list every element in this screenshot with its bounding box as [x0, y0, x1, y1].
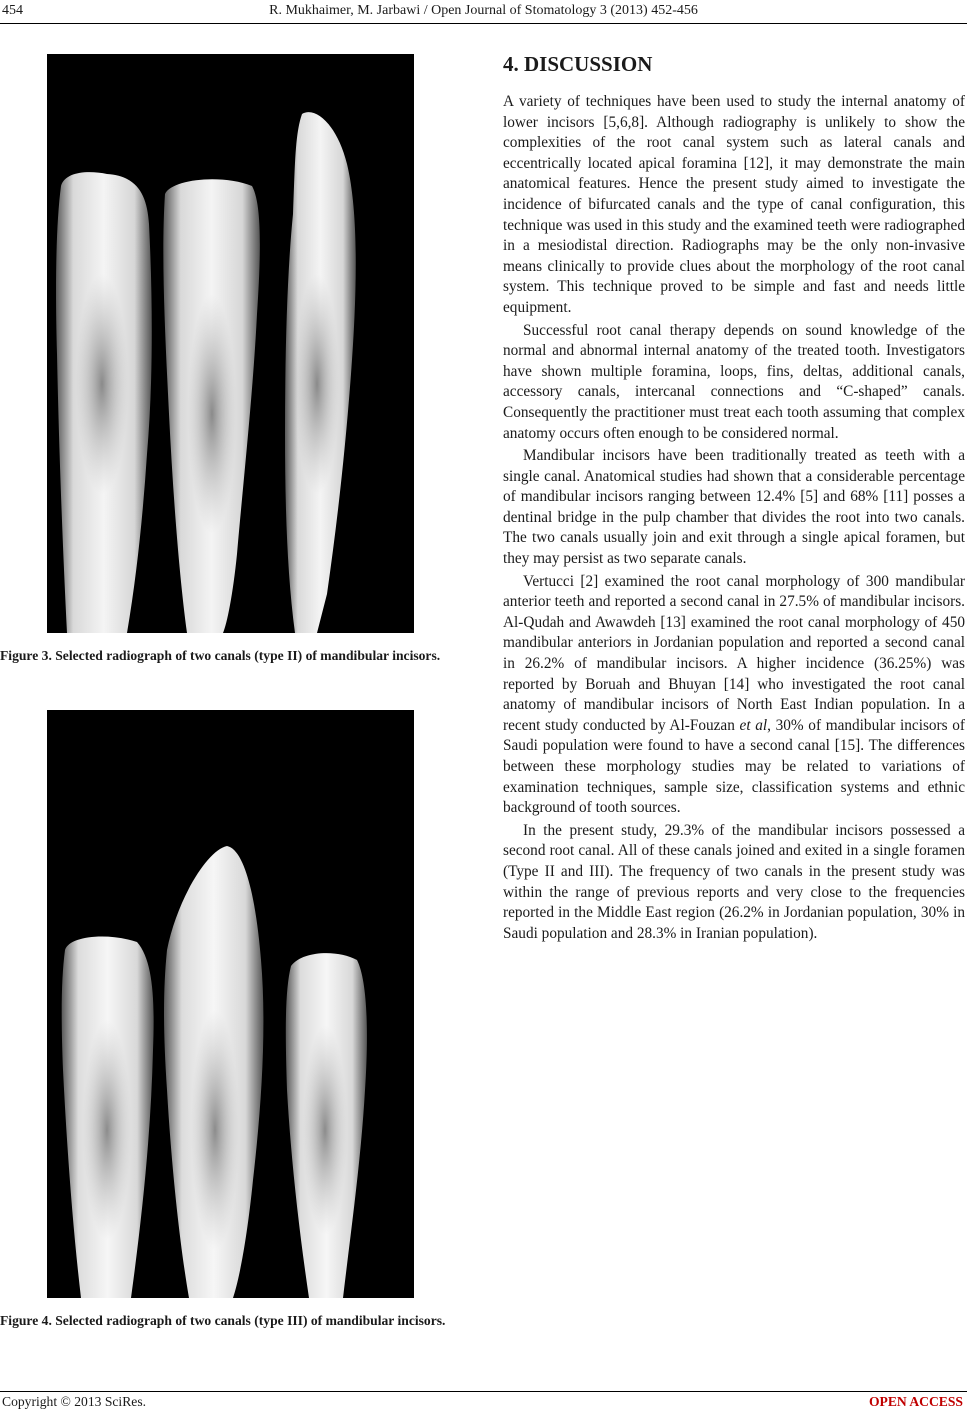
page-number: 454: [2, 3, 23, 18]
figure-3-caption: Figure 3. Selected radiograph of two canals (type II) of mandibular incisors.: [0, 648, 441, 663]
copyright: Copyright © 2013 SciRes.: [2, 1394, 147, 1409]
figure-4-radiograph: [47, 710, 414, 1298]
paragraph-text: Vertucci [2] examined the root canal morphology of 300 mandibular anterior teeth and reported a second canal in 27.5% of mandibular incisors. Al-Qudah and Awawdeh [13] examined the root canal morphology of 450 mandibular anteriors in Jordanian population and reported a second canal in 26.2% of mandibular incisors. A higher incidence (36.25%) was reported by Boruah and Bhuyan [14] who investigated the root canal anatomy of mandibular incisors of North East Indian population. In a recent study conducted by Al-Fouzan: [503, 572, 965, 734]
paragraph-text: , 30% of mandibular incisors of Saudi population were found to have a second canal [15]. The differences between these morphology studies may be related to variations of examination techniques, sample size, classification systems and ethnic background of tooth sources.: [503, 716, 965, 817]
open-access-label: OPEN ACCESS: [868, 1394, 963, 1409]
figure-4-caption: Figure 4. Selected radiograph of two canals (type III) of mandibular incisors.: [0, 1313, 446, 1328]
paragraph: A variety of techniques have been used to study the internal anatomy of lower incisors [5,6,8]. Although radiography is unlikely to show the complexities of the root canal system such as lateral canals and eccentrically located apical foramina [12], it may demonstrate the main anatomical features. Hence the present study aimed to investigate the incidence of bifurcated canals and the type of canal configuration, this technique was used in this study and the examined teeth were radiographed in a mesiodistal direction. Radiographs may be the only non-invasive means clinically to provide clues about the morphology of the root canal system. This technique proved to be simple and fast and needs little equipment.: [503, 93, 965, 316]
paragraph: Mandibular incisors have been traditionally treated as teeth with a single canal. Anatomical studies had shown that a considerable percentage of mandibular incisors ranging between 12.4% [5] and 68% [11] posses a dentinal bridge in the pulp chamber that divides the root into two canals. The two canals usually join and exit through a single apical foramen, but they may persist as two separate canals.: [503, 447, 965, 568]
section-heading: 4. DISCUSSION: [503, 52, 653, 76]
italic-et-al: et al: [739, 716, 768, 734]
paragraph: In the present study, 29.3% of the mandibular incisors possessed a second root canal. All of these canals joined and exited in a single foramen (Type II and III). The frequency of two canals in the present study was within the range of previous reports and very close to the frequencies reported in the Middle East region (26.2% in Jordanian population, 30% in Saudi population and 28.3% in Iranian population).: [503, 821, 965, 942]
header-rule: [0, 23, 967, 24]
figure-3-radiograph: [47, 54, 414, 633]
running-header: R. Mukhaimer, M. Jarbawi / Open Journal of Stomatology 3 (2013) 452-456: [269, 3, 698, 18]
discussion-text: [503, 92, 965, 946]
paragraph: [503, 572, 965, 819]
paragraph: Successful root canal therapy depends on sound knowledge of the normal and abnormal internal anatomy of the treated tooth. Investigators have shown multiple foramina, loops, fins, deltas, additional canals, accessory canals, intercanal connections and “C-shaped” canals. Consequently the practitioner must treat each tooth assuming that complex anatomy occurs often enough to be considered normal.: [503, 321, 965, 442]
footer-rule: [0, 1391, 967, 1392]
